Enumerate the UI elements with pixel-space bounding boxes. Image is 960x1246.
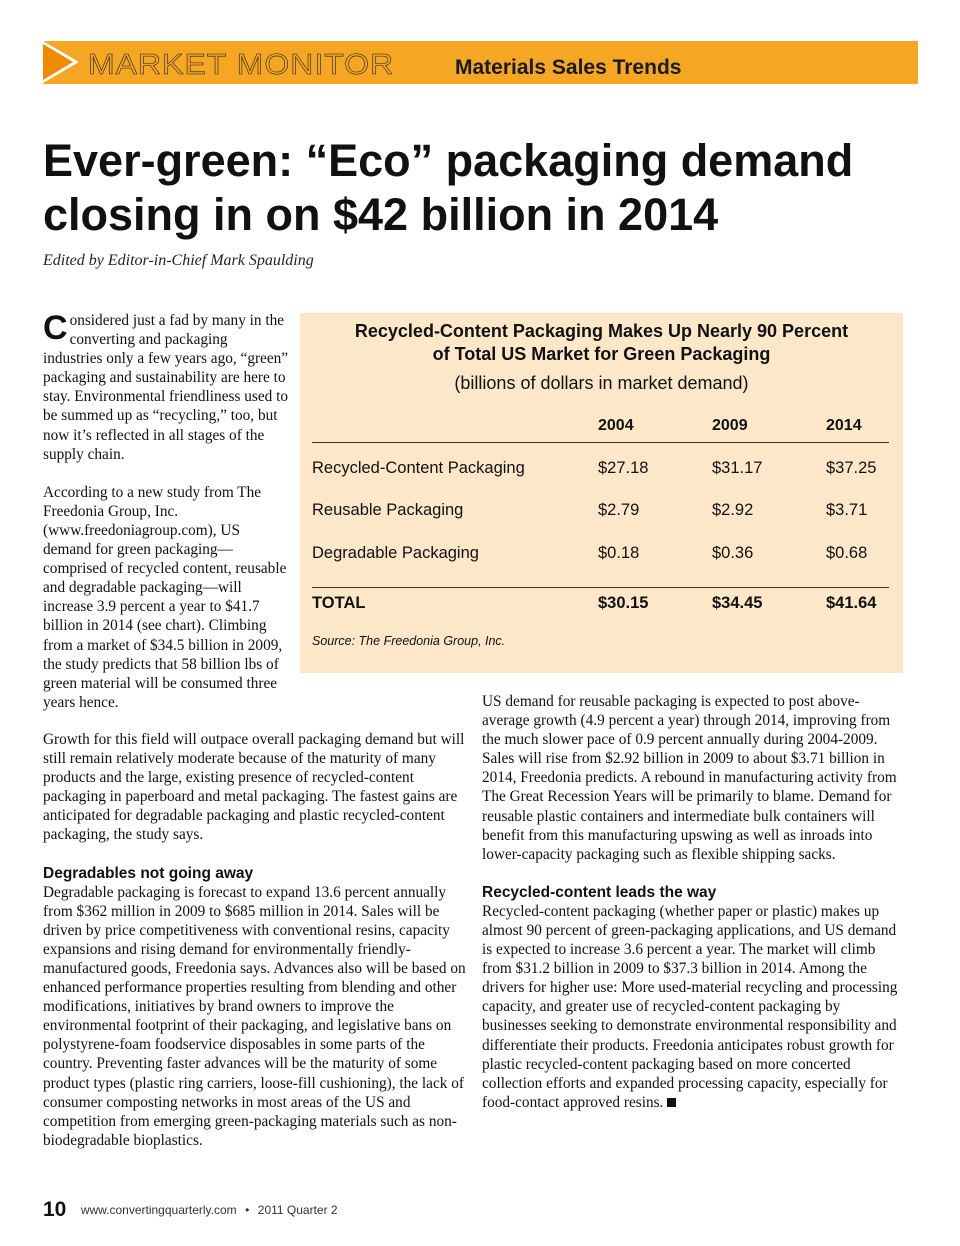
intro-paragraph-2: According to a new study from The Freedonia Group, Inc. (www.freedoniagroup.com), US demand for green packaging—comprised of recycled content, reusable and degradable packaging—will increase 3.9 percent a year to $41.7 billion in 2014 (see chart). Climbing from a market of $34.5 billion in 2009, the study predicts that 58 billion lbs of green material will be consumed three years hence. [43,483,287,711]
section-tag: Materials Sales Trends [455,56,682,79]
table-cell: $27.18 [598,459,649,477]
table-cell: $31.17 [712,459,763,477]
subhead-degradables: Degradables not going away [43,864,254,882]
footer-issue: 2011 Quarter 2 [257,1203,338,1217]
page-number: 10 [43,1198,67,1221]
column-header-2004: 2004 [598,417,634,434]
paragraph-growth: Growth for this field will outpace overall packaging demand but will still remain relatively moderate because of the maturity of many products and the large, existing presence of recycled-content packaging in paperboard and metal packaging. The fastest gains are anticipated for degradable packaging and plastic recycled-content packaging, the study says. [43,731,465,844]
header-rule [312,442,889,443]
chart-subtitle: (billions of dollars in market demand) [454,373,749,393]
paragraph-reusable: US demand for reusable packaging is expected to post above-average growth (4.9 percent a year) through 2014, improving from the much slower pace of 0.9 percent annually during 2004-2009. Sales will rise from $2.92 billion in 2009 to about $3.71 billion in 2014, Freedonia predicts. A rebound in manufacturing activity from The Great Recession Years will be primarily to blame. Demand for reusable plastic containers and intermediate bulk containers will benefit from this manufacturing upswing as well as inroads into lower-capacity packaging such as flexible shipping sacks. [482,693,897,863]
column-header-2009: 2009 [712,417,748,434]
chart-title-line-1: Recycled-Content Packaging Makes Up Nearly 90 Percent [354,321,849,341]
footer-site[interactable]: www.convertingquarterly.com [80,1203,237,1217]
paragraph-recycled [482,902,900,1112]
intro-paragraph-1 [43,311,290,464]
table-cell: $3.71 [826,501,868,519]
column-header-2014: 2014 [826,417,862,434]
page-footer [43,1198,338,1222]
table-cell: $2.92 [712,501,754,519]
chart-box [300,313,903,673]
drop-cap: C [43,309,68,347]
paragraph-degradables: Degradable packaging is forecast to expand 13.6 percent annually from $362 million in 2009 to $685 million in 2014. Sales will be driven by price competitiveness with conventional resins, capacity expansions and rising demand for environmentally friendly-manufactured goods, Freedonia says. Advances also will be based on enhanced performance properties resulting from blending and other modifications, initiatives by brand owners to improve the environmental footprint of their packaging, and legislative bans on polystyrene-foam foodservice disposables in some parts of the country. Preventing faster advances will be the maturity of some product types (plastic ring carriers, loose-fill cushioning), the lack of consumer composting networks in most areas of the US and competition from emerging green-packaging materials such as non-biodegradable bioplastics. [43,883,466,1149]
total-cell: $34.45 [712,594,763,612]
total-rule [312,587,889,588]
total-cell: $41.64 [826,594,877,612]
table-cell: $0.18 [598,544,640,562]
total-cell: $30.15 [598,594,649,612]
table-cell: $2.79 [598,501,640,519]
row-label-reusable: Reusable Packaging [312,501,464,519]
table-cell: $0.68 [826,544,868,562]
article-byline: Edited by Editor-in-Chief Mark Spaulding [43,252,314,269]
banner-play-icon [43,44,73,80]
intro-paragraph-1-text: onsidered just a fad by many in the converting and packaging industries only a few years ago, “green” packaging and sustainability are here to stay. Environmental friendliness used to be summed up as “recycling,” too, but now it’s reflected in all stages of the supply chain. [43,312,289,463]
footer-separator: • [245,1203,250,1217]
chart-source: Source: The Freedonia Group, Inc. [312,634,506,648]
row-label-total: TOTAL [312,594,366,612]
brand-title: MARKET MONITOR [88,47,395,81]
article-headline: Ever-green: “Eco” packaging demand closing in on $42 billion in 2014 [43,135,854,240]
subhead-recycled: Recycled-content leads the way [482,883,717,901]
intro-column [43,311,290,731]
table-cell: $0.36 [712,544,754,562]
table-cell: $37.25 [826,459,877,477]
left-column [43,730,468,1169]
chart-title-line-2: of Total US Market for Green Packaging [432,344,771,364]
right-column [482,692,900,1131]
row-label-recycled: Recycled-Content Packaging [312,459,525,477]
paragraph-recycled-text: Recycled-content packaging (whether paper or plastic) makes up almost 90 percent of green-packaging applications, and US demand is expected to increase 3.6 percent a year. The market will climb from $31.2 billion in 2009 to $37.3 billion in 2014. Among the drivers for higher use: More used-material recycling and processing capacity, and greater use of recycled-content packaging by businesses seeking to demonstrate environmental responsibility and differentiate their products. Freedonia anticipates robust growth for plastic recycled-content packaging based on more concerted collection efforts and expanded processing capacity, especially for food-contact approved resins. [482,902,898,1111]
row-label-degradable: Degradable Packaging [312,544,479,562]
end-mark-icon [667,1098,676,1107]
chart-title [300,320,903,366]
